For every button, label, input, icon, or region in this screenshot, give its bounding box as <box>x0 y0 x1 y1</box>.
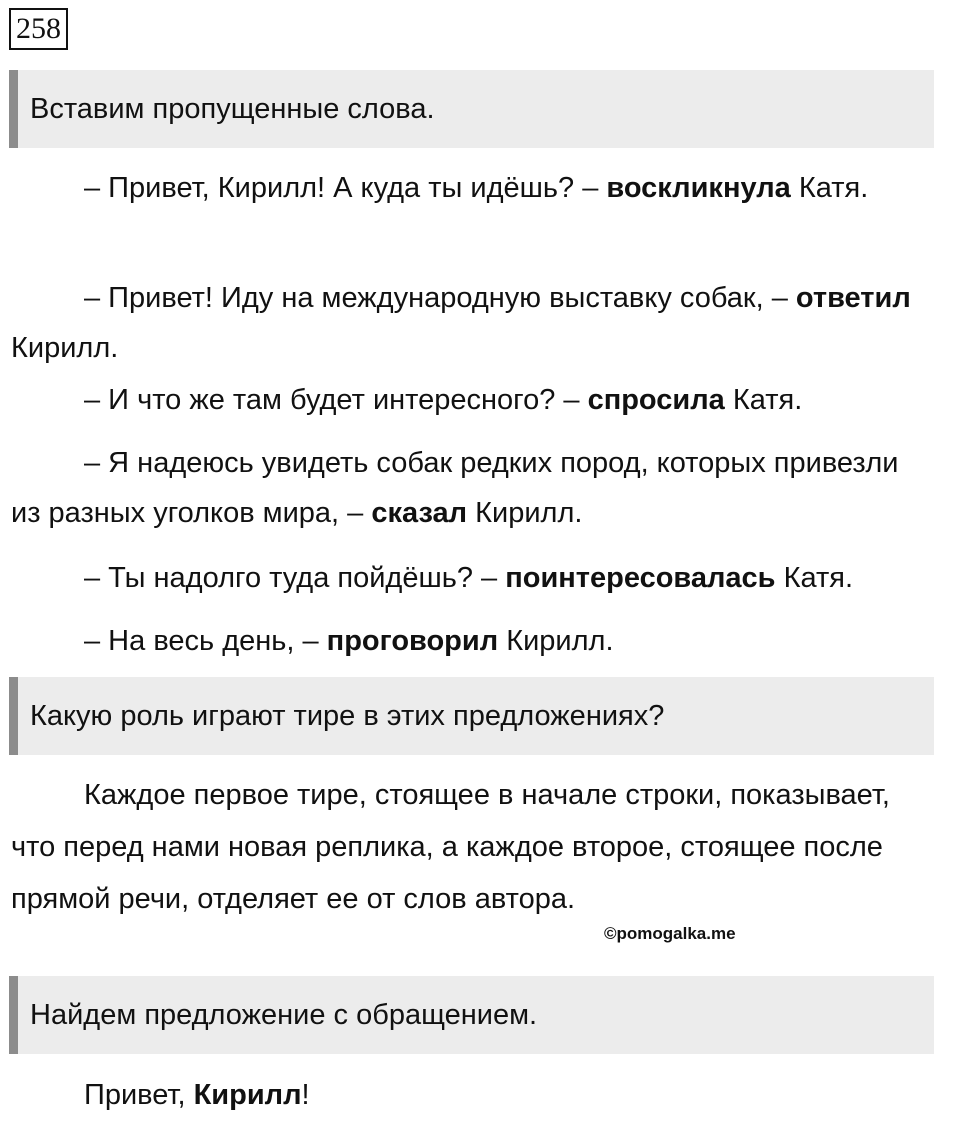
inserted-word: проговорил <box>326 625 499 657</box>
dialogue-line-4: – Я надеюсь увидеть собак редких пород, которых привезли из разных уголков мира, – сказал Кирилл. <box>11 447 899 529</box>
exercise-number: 258 <box>9 8 68 50</box>
dialogue-line-5: – Ты надолго туда пойдёшь? – поинтересовалась Катя. <box>84 562 853 594</box>
inserted-word: ответил <box>795 282 911 314</box>
inserted-word: спросила <box>587 384 725 416</box>
address-word: Кирилл <box>193 1079 302 1111</box>
address-answer: Привет, Кирилл! <box>84 1079 310 1111</box>
watermark: ©pomogalka.me <box>604 924 736 943</box>
section-header-dash-role: Какую роль играют тире в этих предложениях? <box>9 677 934 755</box>
dash-role-answer: Каждое первое тире, стоящее в начале строки, показывает, что перед нами новая реплика, а каждое второе, стоящее после прямой речи, отделяет ее от слов автора. <box>11 779 890 915</box>
inserted-word: сказал <box>371 497 468 529</box>
dialogue-line-2: – Привет! Иду на международную выставку собак, – ответил Кирилл. <box>11 282 911 364</box>
dialogue-line-1: – Привет, Кирилл! А куда ты идёшь? – воскликнула Катя. <box>84 172 869 204</box>
section-header-address: Найдем предложение с обращением. <box>9 976 934 1054</box>
inserted-word: воскликнула <box>606 172 791 204</box>
inserted-word: поинтересовалась <box>505 562 776 594</box>
dialogue-line-6: – На весь день, – проговорил Кирилл. <box>84 625 614 657</box>
dialogue-line-3: – И что же там будет интересного? – спросила Катя. <box>84 384 803 416</box>
section-header-missing-words: Вставим пропущенные слова. <box>9 70 934 148</box>
